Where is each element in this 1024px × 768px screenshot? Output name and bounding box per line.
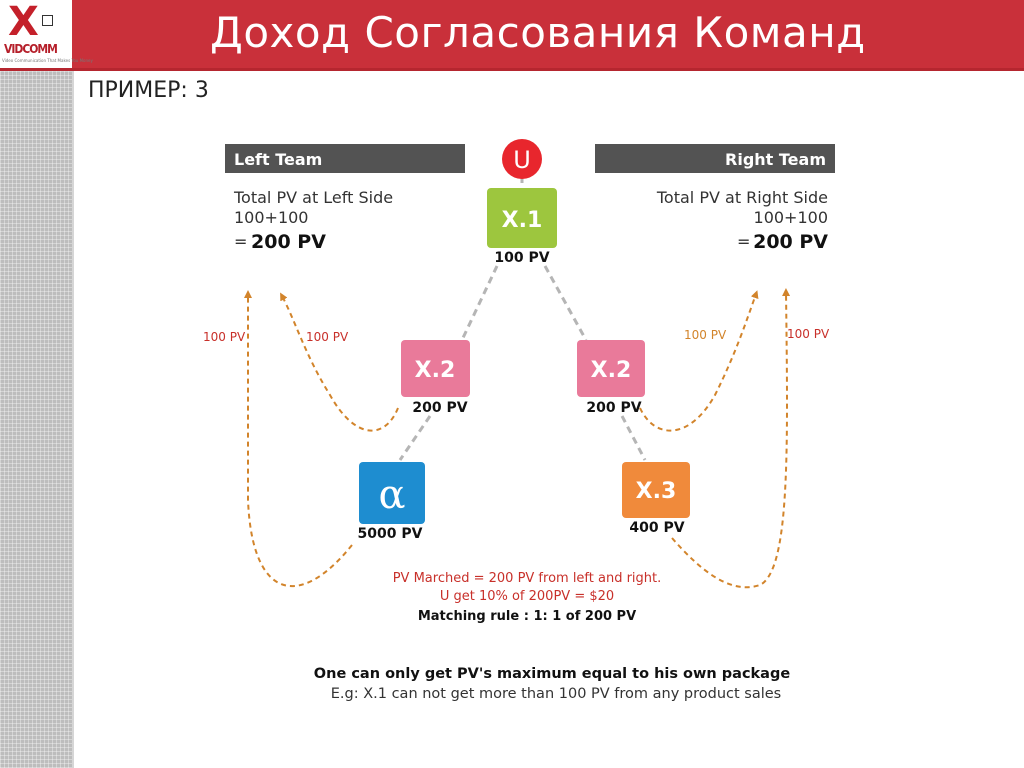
left-team-header: Left Team	[234, 150, 323, 169]
page-title: Доход Согласования Команд	[210, 8, 866, 57]
flow-label-left-inner: 100 PV	[306, 330, 349, 344]
flow-arrow-left-inner	[282, 296, 398, 431]
note-pv-matched: PV Marched = 200 PV from left and right.	[392, 571, 662, 586]
logo-x-mark: X	[8, 0, 39, 45]
node-x3-pv: 400 PV	[629, 520, 685, 536]
footer-example: E.g: X.1 can not get more than 100 PV from any product sales	[330, 686, 782, 702]
note-matching-rule: Matching rule : 1: 1 of 200 PV	[417, 609, 637, 624]
left-total-sum: 100+100	[234, 208, 309, 227]
right-team-header: Right Team	[725, 150, 826, 169]
right-total-label: Total PV at Right Side	[656, 188, 828, 207]
node-x2-right-label: X.2	[590, 358, 632, 383]
node-x2-left-pv: 200 PV	[412, 400, 468, 416]
logo-tagline: Video Communication That Makes You Money	[2, 58, 93, 63]
node-alpha-pv: 5000 PV	[357, 526, 423, 542]
flow-arrow-right-inner	[640, 294, 756, 431]
flow-label-left-outer: 100 PV	[203, 330, 246, 344]
example-subtitle: ПРИМЕР: 3	[88, 78, 209, 103]
logo-text: VIDCOMM	[4, 42, 57, 56]
node-alpha-label: α	[378, 472, 406, 518]
right-total-prefix: =	[737, 232, 751, 251]
connector-x2-alpha	[400, 416, 430, 460]
node-x1-pv: 100 PV	[494, 250, 550, 266]
right-total-sum: 100+100	[753, 208, 828, 227]
node-x2-left-label: X.2	[414, 358, 456, 383]
node-x3-label: X.3	[635, 479, 677, 504]
you-label: U	[513, 146, 531, 174]
flow-label-right-inner: 100 PV	[684, 328, 727, 342]
node-x2-right-pv: 200 PV	[586, 400, 642, 416]
left-total-prefix: =	[234, 232, 248, 251]
node-x1-label: X.1	[501, 208, 543, 233]
connector-x1-x2-right	[545, 266, 586, 340]
footer-rule: One can only get PV's maximum equal to his own package	[313, 666, 791, 682]
connector-x1-x2-left	[462, 266, 497, 340]
left-total-value: 200 PV	[251, 231, 326, 253]
flow-label-right-outer: 100 PV	[787, 327, 830, 341]
connector-x2-x3	[622, 416, 645, 460]
right-total-value: 200 PV	[753, 231, 828, 253]
left-total-label: Total PV at Left Side	[234, 188, 394, 207]
note-u-gets: U get 10% of 200PV = $20	[439, 589, 615, 604]
